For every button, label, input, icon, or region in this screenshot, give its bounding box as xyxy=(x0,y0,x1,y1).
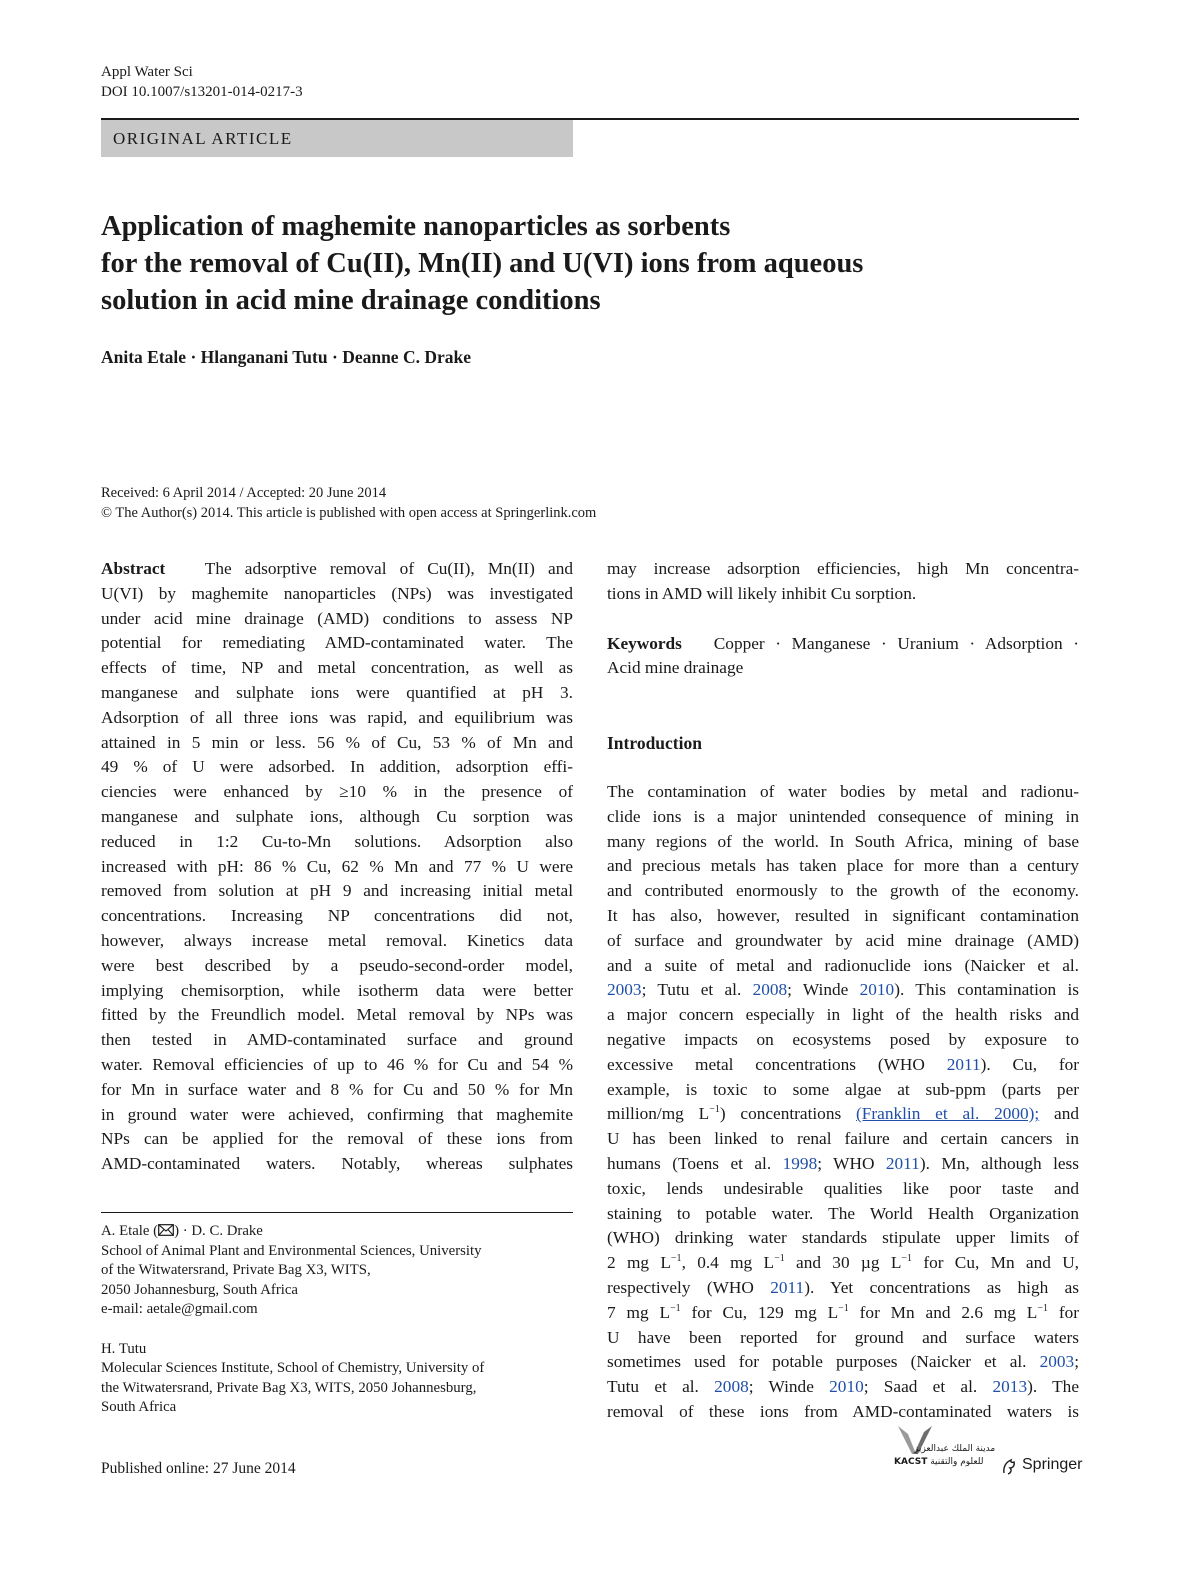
affiliation-line: South Africa xyxy=(101,1399,177,1416)
abstract-line: ciencies were enhanced by ≥10 % in the presence of xyxy=(101,782,573,802)
journal-header xyxy=(101,62,303,102)
intro-line: 7 mg $L^{-1}$ for Cu, 129 mg $L^{-1}$ for Mn and 2.6 mg $L^{-1}$ for xyxy=(607,1302,1079,1322)
affiliation-line: the Witwatersrand, Private Bag X3, WITS, 2050 Johannesburg, xyxy=(101,1379,477,1396)
abstract-line: The adsorptive removal of Cu(II), Mn(II) and xyxy=(204,559,573,578)
intro-line: a major concern especially in light of the health risks and xyxy=(607,1005,1079,1025)
springer-wordmark: Springer xyxy=(1022,1456,1083,1473)
introduction-heading: Introduction xyxy=(607,733,702,754)
intro-line: negative impacts on ecosystems posed by exposure to xyxy=(607,1029,1079,1049)
intro-line: excessive metal concentrations (WHO 2011). Cu, for xyxy=(607,1054,1079,1074)
springer-horse-icon xyxy=(1000,1456,1020,1476)
citation-link[interactable]: 2003 xyxy=(607,980,642,1000)
abstract-line: implying chemisorption, while isotherm data were better xyxy=(101,980,573,1000)
affiliation-line: 2050 Johannesburg, South Africa xyxy=(101,1281,298,1298)
intro-line: respectively (WHO 2011). Yet concentrations as high as xyxy=(607,1277,1079,1297)
citation-link[interactable]: (Franklin et al. 2000); xyxy=(856,1104,1040,1124)
doi: DOI 10.1007/s13201-014-0217-3 xyxy=(101,84,303,100)
abstract-line: manganese and sulphate ions were quantified at pH 3. xyxy=(101,682,573,702)
abstract-line: then tested in AMD-contaminated surface and ground xyxy=(101,1030,573,1050)
intro-line: humans (Toens et al. 1998; WHO 2011). Mn, although less xyxy=(607,1153,1079,1173)
abstract-line: under acid mine drainage (AMD) conditions to assess NP xyxy=(101,608,573,628)
abstract-line: 49 % of U were adsorbed. In addition, adsorption effi- xyxy=(101,757,573,777)
article-dates xyxy=(101,483,596,523)
section-label: ORIGINAL ARTICLE xyxy=(101,120,573,157)
right-column xyxy=(607,557,1079,1425)
keywords-heading: Keywords xyxy=(607,633,682,653)
abstract-line: in ground water were achieved, confirming that maghemite xyxy=(101,1104,573,1124)
keywords-line: Acid mine drainage xyxy=(607,658,744,678)
intro-line: clide ions is a major unintended consequence of mining in xyxy=(607,806,1079,826)
intro-line: sometimes used for potable purposes (Naicker et al. 2003; xyxy=(607,1352,1079,1372)
citation-link[interactable]: 2010 xyxy=(859,980,895,1000)
abstract xyxy=(101,557,573,1177)
intro-line: and a suite of metal and radionuclide ions (Naicker et al. xyxy=(607,955,1079,975)
intro-line: U have been reported for ground and surface waters xyxy=(607,1327,1079,1347)
kacst-arabic-name: مدينة الملك عبدالعزيز xyxy=(914,1444,996,1454)
abstract-line: reduced in 1:2 Cu-to-Mn solutions. Adsorption also xyxy=(101,831,573,851)
abstract-line: attained in 5 min or less. 56 % of Cu, 53 % of Mn and xyxy=(101,732,573,752)
title-line: Application of maghemite nanoparticles as sorbents xyxy=(101,211,731,242)
abstract-line: manganese and sulphate ions, although Cu sorption was xyxy=(101,806,573,826)
citation-link[interactable]: 2008 xyxy=(714,1377,749,1397)
affiliation-authors-1: A. Etale ( ) · D. C. Drake xyxy=(101,1223,263,1239)
abstract-line: were best described by a pseudo-second-order model, xyxy=(101,955,573,975)
intro-line: many regions of the world. In South Africa, mining of base xyxy=(607,831,1079,851)
abstract-line: AMD-contaminated waters. Notably, whereas sulphates xyxy=(101,1154,573,1174)
footnote-rule xyxy=(101,1212,573,1213)
citation-link[interactable]: 1998 xyxy=(782,1153,818,1173)
affiliations xyxy=(101,1222,573,1418)
intro-line: removal of these ions from AMD-contaminated waters is xyxy=(607,1401,1079,1421)
published-date: Published online: 27 June 2014 xyxy=(101,1460,296,1477)
license-note: © The Author(s) 2014. This article is published with open access at Springerlink.com xyxy=(101,505,597,521)
journal-name: Appl Water Sci xyxy=(101,64,193,80)
citation-link[interactable]: 2010 xyxy=(829,1377,864,1397)
abstract-line: fitted by the Freundlich model. Metal removal by NPs was xyxy=(101,1005,573,1025)
abstract-line: water. Removal efficiencies of up to 46 % for Cu and 54 % xyxy=(101,1054,573,1074)
citation-link[interactable]: 2013 xyxy=(992,1377,1028,1397)
intro-line: 2 mg $L^{-1}$, 0.4 mg $L^{-1}$ and 30 µg $L^{-1}$ for Cu, Mn and U, xyxy=(607,1253,1079,1273)
abstract-line: effects of time, NP and metal concentration, as well as xyxy=(101,658,573,678)
intro-line: toxic, lends undesirable qualities like poor taste and xyxy=(607,1178,1079,1198)
abstract-line: increased with pH: 86 % Cu, 62 % Mn and 77 % U were xyxy=(101,856,573,876)
citation-link[interactable]: 2011 xyxy=(770,1277,805,1297)
abstract-heading: Abstract xyxy=(101,559,166,578)
keywords-line: Copper · Manganese · Uranium · Adsorption · xyxy=(713,633,1079,653)
envelope-icon xyxy=(158,1224,174,1236)
intro-line: and precious metals has taken place for more than a century xyxy=(607,856,1079,876)
intro-line: The contamination of water bodies by metal and radionu- xyxy=(607,781,1079,801)
citation-link[interactable]: 2011 xyxy=(946,1054,981,1074)
affiliation-authors-2: H. Tutu xyxy=(101,1340,147,1357)
abstract-line: for Mn in surface water and 8 % for Cu and 50 % for Mn xyxy=(101,1079,573,1099)
affiliation-line: Molecular Sciences Institute, School of Chemistry, University of xyxy=(101,1360,485,1377)
citation-link[interactable]: 2003 xyxy=(1039,1352,1075,1372)
article-title xyxy=(101,208,1061,319)
received-accepted: Received: 6 April 2014 / Accepted: 20 June 2014 xyxy=(101,485,387,501)
abstract-continuation: tions in AMD will likely inhibit Cu sorption. xyxy=(607,583,917,603)
intro-line: (WHO) drinking water standards stipulate upper limits of xyxy=(607,1228,1079,1248)
intro-line: It has also, however, resulted in significant contamination xyxy=(607,905,1079,925)
kacst-acronym: KACST xyxy=(894,1457,928,1467)
affiliation-line: School of Animal Plant and Environmental Sciences, University xyxy=(101,1242,482,1259)
abstract-line: however, always increase metal removal. Kinetics data xyxy=(101,930,573,950)
title-line: solution in acid mine drainage conditions xyxy=(101,285,601,316)
intro-line: of surface and groundwater by acid mine drainage (AMD) xyxy=(607,930,1079,950)
abstract-line: potential for remediating AMD-contaminated water. The xyxy=(101,633,573,653)
intro-line: U has been linked to renal failure and certain cancers in xyxy=(607,1129,1079,1149)
abstract-line: removed from solution at pH 9 and increasing initial metal xyxy=(101,881,573,901)
affiliation-line: of the Witwatersrand, Private Bag X3, WITS, xyxy=(101,1262,371,1279)
author-email[interactable]: e-mail: aetale@gmail.com xyxy=(101,1301,258,1318)
abstract-line: NPs can be applied for the removal of these ions from xyxy=(101,1129,573,1149)
kacst-arabic-subtitle: للعلوم والتقنية xyxy=(930,1457,984,1467)
intro-line: and contributed enormously to the growth of the economy. xyxy=(607,881,1079,901)
intro-line: staining to potable water. The World Health Organization xyxy=(607,1203,1079,1223)
intro-line: example, is toxic to some algae at sub-ppm (parts per xyxy=(607,1079,1079,1099)
citation-link[interactable]: 2011 xyxy=(885,1153,920,1173)
publisher-logos xyxy=(890,1424,1083,1484)
intro-line: Tutu et al. 2008; Winde 2010; Saad et al. 2013). The xyxy=(607,1377,1079,1397)
abstract-line: Adsorption of all three ions was rapid, and equilibrium was xyxy=(101,707,573,727)
abstract-line: concentrations. Increasing NP concentrations did not, xyxy=(101,906,573,926)
intro-line: 2003; Tutu et al. 2008; Winde 2010). This contamination is xyxy=(607,980,1079,1000)
abstract-line: U(VI) by maghemite nanoparticles (NPs) was investigated xyxy=(101,583,573,603)
intro-line: million/mg $L^{-1}$) concentrations (Franklin et al. 2000); and xyxy=(607,1104,1079,1124)
author-list: Anita Etale · Hlanganani Tutu · Deanne C. Drake xyxy=(101,347,471,367)
citation-link[interactable]: 2008 xyxy=(752,980,788,1000)
abstract-continuation: may increase adsorption efficiencies, high Mn concentra- xyxy=(607,559,1079,578)
title-line: for the removal of Cu(II), Mn(II) and U(VI) ions from aqueous xyxy=(101,248,864,279)
